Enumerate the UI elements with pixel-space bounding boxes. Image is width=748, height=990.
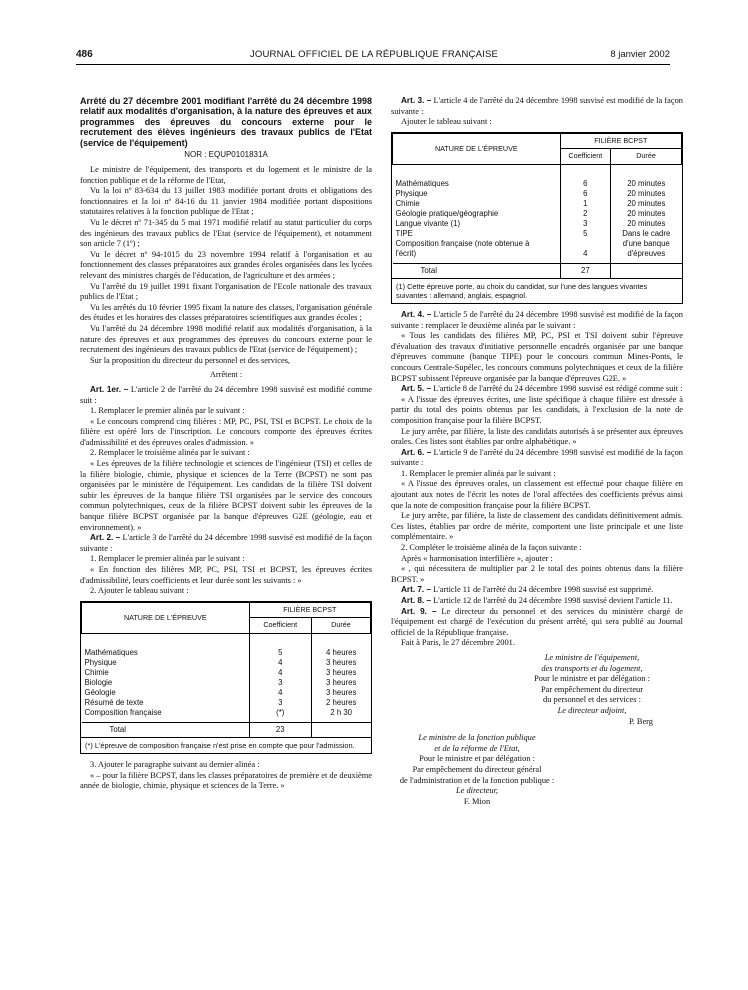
row-duration: 20 minutes [611, 209, 682, 219]
article-5 [391, 384, 683, 395]
table-row [82, 688, 371, 698]
row-label: Chimie [84, 667, 109, 677]
paragraph: Vu l'arrêté du 19 juillet 1991 fixant l'organisation de l'Ecole nationale des travaux publics de l'Etat ; [80, 281, 372, 302]
article-text: L'article 2 de l'arrêté du 24 décembre 1998 susvisé est modifié comme suit : [80, 384, 372, 405]
table-row [393, 219, 682, 229]
row-coefficient: 5 [560, 229, 610, 239]
paragraph: « Les épreuves de la filière technologie et sciences de l'ingénieur (TSI) et celles de la filière biologie, chimie, physique et sciences de la Terre (BCPST) ne sont pas organisées par le ministère de l'équipement. Les candidats de la filière TSI doivent subir les épreuves de la banque filière TSI organisées par le service des concours commun polytechniques, ceux de la filière BCPST doivent subir les épreuves de la banque filière BCPST organisée par la banque d'épreuves G2E (géologie, eau et environnement). » [80, 459, 372, 532]
signature-line: Le ministre de l'équipement, [544, 652, 640, 662]
article-label: Art. 3. – [401, 96, 432, 105]
article-label: Art. 7. – [401, 585, 432, 595]
table-row [82, 678, 371, 688]
paragraph: Sur la proposition du directeur du personnel et des services, [90, 355, 291, 365]
col-header-coef: Coefficient [249, 618, 311, 634]
row-coefficient: 2 [560, 209, 610, 219]
row-label: Composition française [84, 707, 162, 717]
row-coefficient [560, 239, 610, 249]
row-coefficient: 4 [249, 688, 311, 698]
signature-line: Par empêchement du directeur général [412, 764, 542, 774]
row-coefficient: 3 [560, 219, 610, 229]
signature-line: Le directeur adjoint, [557, 705, 627, 715]
row-label: Géologie pratique/géographie [395, 208, 499, 218]
total-value: 23 [249, 722, 311, 737]
row-label: Biologie [84, 677, 113, 687]
article-text: L'article 3 de l'arrêté du 24 décembre 1998 susvisé est modifié de la façon suivante : [80, 533, 372, 553]
row-coefficient: 6 [560, 189, 610, 199]
col-header-duree: Durée [611, 149, 682, 165]
paragraph: « – pour la filière BCPST, dans les classes préparatoires de première et de deuxième année de biologie, chimie, physique et sciences de la Terre. » [80, 770, 372, 791]
article-text: L'article 4 de l'arrêté du 24 décembre 1998 susvisé est modifié de la façon suivante : [391, 96, 683, 116]
col-header-filiere: FILIÈRE BCPST [560, 133, 681, 149]
table-row [82, 668, 371, 678]
col-header-duree: Durée [311, 618, 370, 634]
paragraph: 2. Ajouter le tableau suivant : [90, 586, 189, 596]
row-label: Langue vivante (1) [395, 218, 461, 228]
paragraph: Vu la loi nº 83-634 du 13 juillet 1983 modifiée portant droits et obligations des fonctionnaires et la loi nº 84-16 du 11 janvier 1984 modifiée portant dispositions statutaires relatives à la fonction publique de l'Etat ; [80, 186, 372, 217]
table-row [393, 239, 682, 249]
signature-line: et de la réforme de l'Etat, [434, 743, 520, 753]
total-value: 27 [560, 263, 610, 278]
row-label: Géologie [84, 687, 116, 697]
col-header-nature: NATURE DE L'ÉPREUVE [82, 602, 250, 633]
table-note: (*) L'épreuve de composition française n'est prise en compte que pour l'admission. [81, 737, 371, 753]
paragraph: Vu le décret nº 71-345 du 5 mai 1971 modifié relatif au statut particulier du corps des ingénieurs des travaux publics de l'Etat (service de l'équipement), et notamment son article 7 (1º) ; [80, 218, 372, 249]
page-header [0, 0, 748, 60]
row-duration: 3 heures [311, 688, 370, 698]
arretent-heading: Arrêtent : [209, 370, 243, 380]
signatory-name: F. Mion [463, 796, 491, 806]
signature-block-1 [501, 653, 683, 727]
row-label: Physique [395, 188, 428, 198]
paragraph: 2. Compléter le troisième alinéa de la façon suivante : [401, 543, 582, 553]
article-text: L'article 12 de l'arrêté du 24 décembre 1998 susvisé devient l'article 11. [433, 596, 673, 605]
table-row [82, 698, 371, 708]
row-label: TIPE [395, 228, 413, 238]
row-duration: 2 heures [311, 698, 370, 708]
paragraph: 1. Remplacer le premier alinéa par le suivant : [90, 406, 245, 416]
row-duration: 3 heures [311, 668, 370, 678]
paragraph: Le ministre de l'équipement, des transports et du logement et le ministre de la fonction publique et de la réforme de l'Etat, [80, 165, 372, 185]
col-header-coef: Coefficient [560, 149, 610, 165]
signature-line: Le ministre de la fonction publique [418, 733, 536, 743]
article-label: Art. 8. – [401, 596, 432, 605]
signature-line: du personnel et des services : [543, 695, 641, 705]
oral-exams-table [391, 132, 683, 304]
article-2 [80, 533, 372, 554]
row-coefficient: 3 [249, 698, 311, 708]
table-row [393, 189, 682, 199]
written-exams-table [80, 601, 372, 754]
paragraph: « A l'issue des épreuves orales, un classement est effectué pour chaque filière en ajoutant aux notes de l'écrit les notes de l'oral affectées des coefficients prévus ainsi que la note de composition française pour la filière BCPST. [391, 479, 683, 510]
row-coefficient: 3 [249, 678, 311, 688]
table-row [82, 708, 371, 718]
article-label: Art. 2. – [90, 533, 121, 543]
row-label: Mathématiques [395, 178, 449, 188]
paragraph: Vu le décret nº 94-1015 du 23 novembre 1994 relatif à l'organisation et au fonctionnement des classes préparatoires aux grandes écoles organisées dans les lycées relevant des ministres chargés de l'éducation, de l'agriculture et des armées ; [80, 249, 372, 280]
table-row [82, 648, 371, 658]
table-row [393, 199, 682, 209]
row-label: Mathématiques [84, 647, 138, 657]
paragraph: Le jury arrête, par filière, la liste de classement des candidats définitivement admis. Ces listes, établies par ordre de mérite, comportent une liste principale et une liste complémentaire. » [391, 511, 683, 542]
article-text: Le directeur du personnel et des services du ministère chargé de l'équipement est chargé de l'exécution du présent arrêté, qui sera publié au Journal officiel de la République française. [391, 606, 683, 637]
paragraph: Vu les arrêtés du 10 février 1995 fixant la nature des classes, l'organisation générale des études et les horaires des classes préparatoires scientifiques aux grandes écoles ; [80, 302, 372, 323]
article-text: L'article 8 de l'arrêté du 24 décembre 1998 susvisé est rédigé comme suit : [433, 384, 683, 394]
row-duration: Dans le cadre [611, 229, 682, 239]
paragraph: Après « harmonisation interfilière », ajouter : [401, 553, 553, 563]
table-row [393, 179, 682, 189]
article-label: Art. 9. – [401, 606, 437, 616]
article-label: Art. 4. – [401, 309, 432, 319]
signatory-name: P. Berg [628, 716, 653, 726]
article-8 [391, 596, 683, 607]
article-6 [391, 448, 683, 469]
table-row [393, 229, 682, 239]
col-header-nature: NATURE DE L'ÉPREUVE [393, 133, 561, 164]
row-duration: 3 heures [311, 658, 370, 668]
article-9 [391, 607, 683, 639]
right-column [391, 96, 683, 807]
signature-line: des transports et du logement, [541, 663, 643, 673]
row-duration: d'épreuves [611, 249, 682, 259]
article-4 [391, 310, 683, 331]
article-3 [391, 96, 683, 117]
table-row [393, 249, 682, 259]
signature-block-2 [381, 733, 573, 807]
col-header-filiere: FILIÈRE BCPST [249, 602, 370, 618]
paragraph: 2. Remplacer le troisième alinéa par le suivant : [90, 448, 250, 458]
article-text: L'article 11 de l'arrêté du 24 décembre 1998 susvisé est supprimé. [433, 585, 654, 595]
row-duration: 2 h 30 [311, 708, 370, 718]
paragraph: « , qui nécessitera de multiplier par 2 le total des points obtenus dans la filière BCPST. » [391, 564, 683, 584]
row-duration: 20 minutes [611, 219, 682, 229]
row-duration: 4 heures [311, 648, 370, 658]
article-label: Art. 6. – [401, 447, 432, 457]
signature-line: de l'administration et de la fonction publique : [399, 775, 555, 785]
header-rule [76, 64, 670, 65]
row-coefficient: 6 [560, 179, 610, 189]
row-duration: 20 minutes [611, 179, 682, 189]
row-duration: 3 heures [311, 678, 370, 688]
article-label: Art. 1er. – [90, 384, 129, 394]
row-label: Composition française (note obtenue à [395, 238, 530, 248]
paragraph: Ajouter le tableau suivant : [401, 117, 492, 127]
row-coefficient: 4 [249, 668, 311, 678]
paragraph: « En fonction des filières MP, PC, PSI, TSI et BCPST, les épreuves écrites d'admissibilité, leurs coefficients et leur durée sont les suivants : » [80, 565, 372, 585]
paragraph: « A l'issue des épreuves écrites, une liste spécifique à chaque filière est dressée à partir du total des points obtenus par les candidats, à l'exclusion de la note de composition française pour la filière BCPST. [391, 394, 683, 425]
decree-title: Arrêté du 27 décembre 2001 modifiant l'arrêté du 24 décembre 1998 relatif aux modalités d'organisation, à la nature des épreuves et aux programmes des épreuves du concours externe pour le recrutement des élèves ingénieurs des travaux publics de l'Etat (service de l'équipement) [80, 96, 372, 148]
total-label: Total [393, 263, 561, 278]
paragraph: « Tous les candidats des filières MP, PC, PSI et TSI doivent subir l'épreuve d'évaluation des travaux d'initiative personnelle encadrés organisée par une banque d'épreuves commune (banque TIPE) pour le concours commun Mines-Ponts, le concours Centrale-Supélec, les concours communs polytechniques et ceux de la filière BCPST subissent l'épreuve organisée par la banque d'épreuves G2E. » [391, 331, 683, 383]
row-label: Physique [84, 657, 117, 667]
row-label: Résumé de texte [84, 697, 144, 707]
paragraph: 1. Remplacer le premier alinéa par le suivant : [90, 554, 245, 564]
paragraph: 1. Remplacer le premier alinéa par le suivant : [401, 468, 556, 478]
article-7 [391, 585, 683, 596]
row-duration: d'une banque [611, 239, 682, 249]
row-coefficient: (*) [249, 708, 311, 718]
row-coefficient: 5 [249, 648, 311, 658]
table-row [393, 209, 682, 219]
row-coefficient: 1 [560, 199, 610, 209]
row-label: Chimie [395, 198, 420, 208]
left-column [80, 96, 372, 792]
signature-line: Le directeur, [455, 786, 499, 796]
article-text: L'article 9 de l'arrêté du 24 décembre 1998 susvisé est modifié de la façon suivante : [391, 447, 683, 468]
page-number: 486 [76, 49, 93, 60]
journal-title: JOURNAL OFFICIEL DE LA RÉPUBLIQUE FRANÇAISE [249, 49, 499, 60]
article-text: L'article 5 de l'arrêté du 24 décembre 1998 susvisé est modifié de la façon suivante : remplacer le deuxième alinéa par le suivant : [391, 309, 683, 330]
row-duration: 20 minutes [611, 199, 682, 209]
paragraph: Vu l'arrêté du 24 décembre 1998 modifié relatif aux modalités d'organisation, à la nature des épreuves et aux programmes des épreuves du concours externe pour le recrutement des ingénieurs des travaux publics de l'Etat (service de l'équipement) ; [80, 323, 372, 355]
paragraph: « Le concours comprend cinq filières : MP, PC, PSI, TSI et BCPST. Le choix de la filière est opéré lors de l'inscription. Le concours comporte des épreuves écrites d'admissibilité et des épreuves orales d'admission. » [80, 416, 372, 447]
paragraph: 3. Ajouter le paragraphe suivant au dernier alinéa : [90, 759, 260, 769]
signature-line: Pour le ministre et par délégation : [419, 754, 535, 764]
total-label: Total [82, 722, 250, 737]
signature-date: Fait à Paris, le 27 décembre 2001. [401, 638, 515, 648]
article-label: Art. 5. – [401, 384, 432, 394]
signature-line: Pour le ministre et par délégation : [534, 674, 650, 684]
row-label: l'écrit) [395, 248, 417, 258]
nor-reference: NOR : EQUP0101831A [184, 150, 268, 160]
row-coefficient: 4 [560, 249, 610, 259]
article-1 [80, 385, 372, 406]
row-coefficient: 4 [249, 658, 311, 668]
signature-line: Par empêchement du directeur [540, 684, 644, 694]
table-note: (1) Cette épreuve porte, au choix du candidat, sur l'une des langues vivantes suivantes : allemand, anglais, espagnol. [392, 278, 682, 303]
row-duration: 20 minutes [611, 189, 682, 199]
table-row [82, 658, 371, 668]
issue-date: 8 janvier 2002 [610, 49, 670, 60]
paragraph: Le jury arrête, par filière, la liste des candidats autorisés à se présenter aux épreuves orales. Ces listes sont établies par ordre alphabétique. » [391, 426, 683, 447]
